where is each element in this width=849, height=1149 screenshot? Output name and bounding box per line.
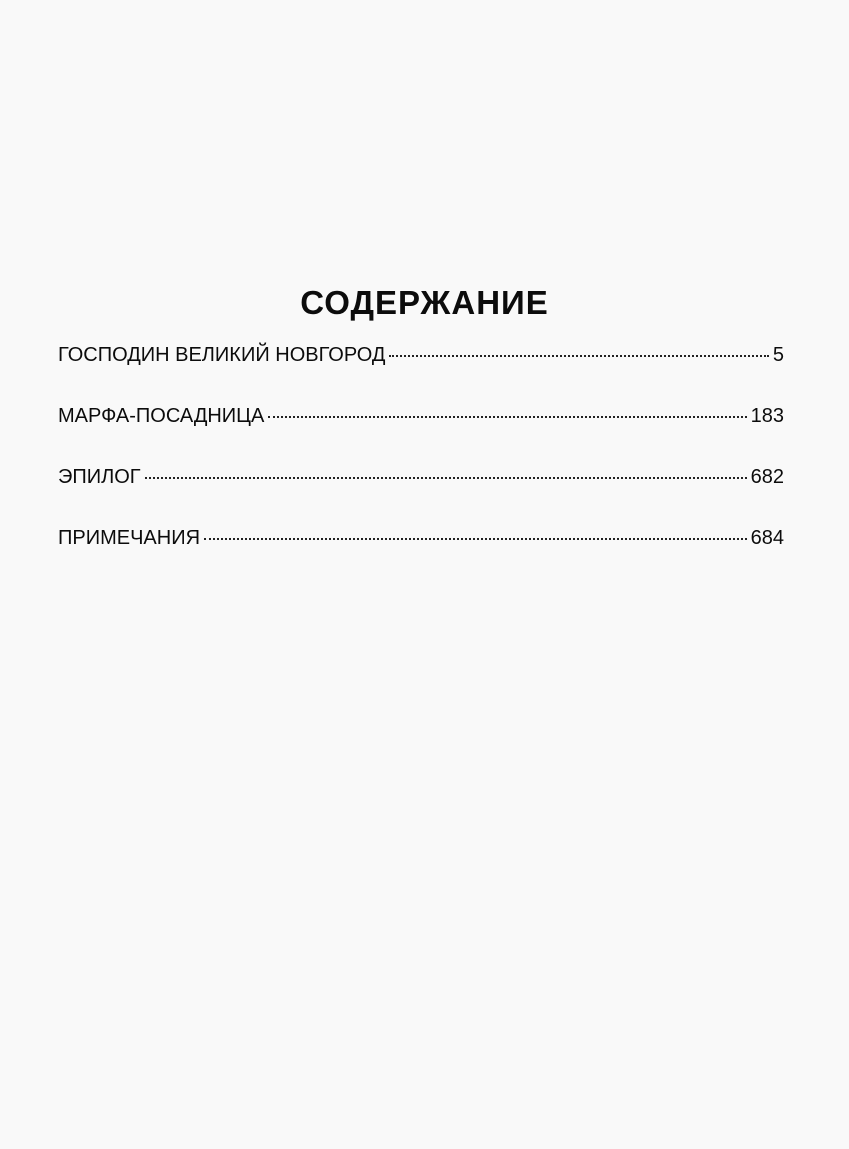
toc-entry	[58, 527, 784, 588]
toc-list	[58, 344, 784, 588]
toc-entry-page: 5	[772, 344, 784, 366]
toc-entry-label: ГОСПОДИН ВЕЛИКИЙ НОВГОРОД	[58, 344, 386, 366]
dot-leader	[389, 355, 768, 357]
dot-leader	[145, 477, 747, 479]
toc-entry-page: 682	[750, 466, 784, 488]
toc-entry-label: МАРФА-ПОСАДНИЦА	[58, 405, 265, 427]
toc-entry-page: 684	[750, 527, 784, 549]
dot-leader	[204, 538, 747, 540]
toc-entry	[58, 466, 784, 527]
toc-entry	[58, 344, 784, 405]
dot-leader	[268, 416, 746, 418]
toc-entry-label: ПРИМЕЧАНИЯ	[58, 527, 201, 549]
toc-entry-label: ЭПИЛОГ	[58, 466, 141, 488]
toc-entry-page: 183	[750, 405, 784, 427]
toc-title: СОДЕРЖАНИЕ	[300, 284, 549, 321]
toc-entry	[58, 405, 784, 466]
